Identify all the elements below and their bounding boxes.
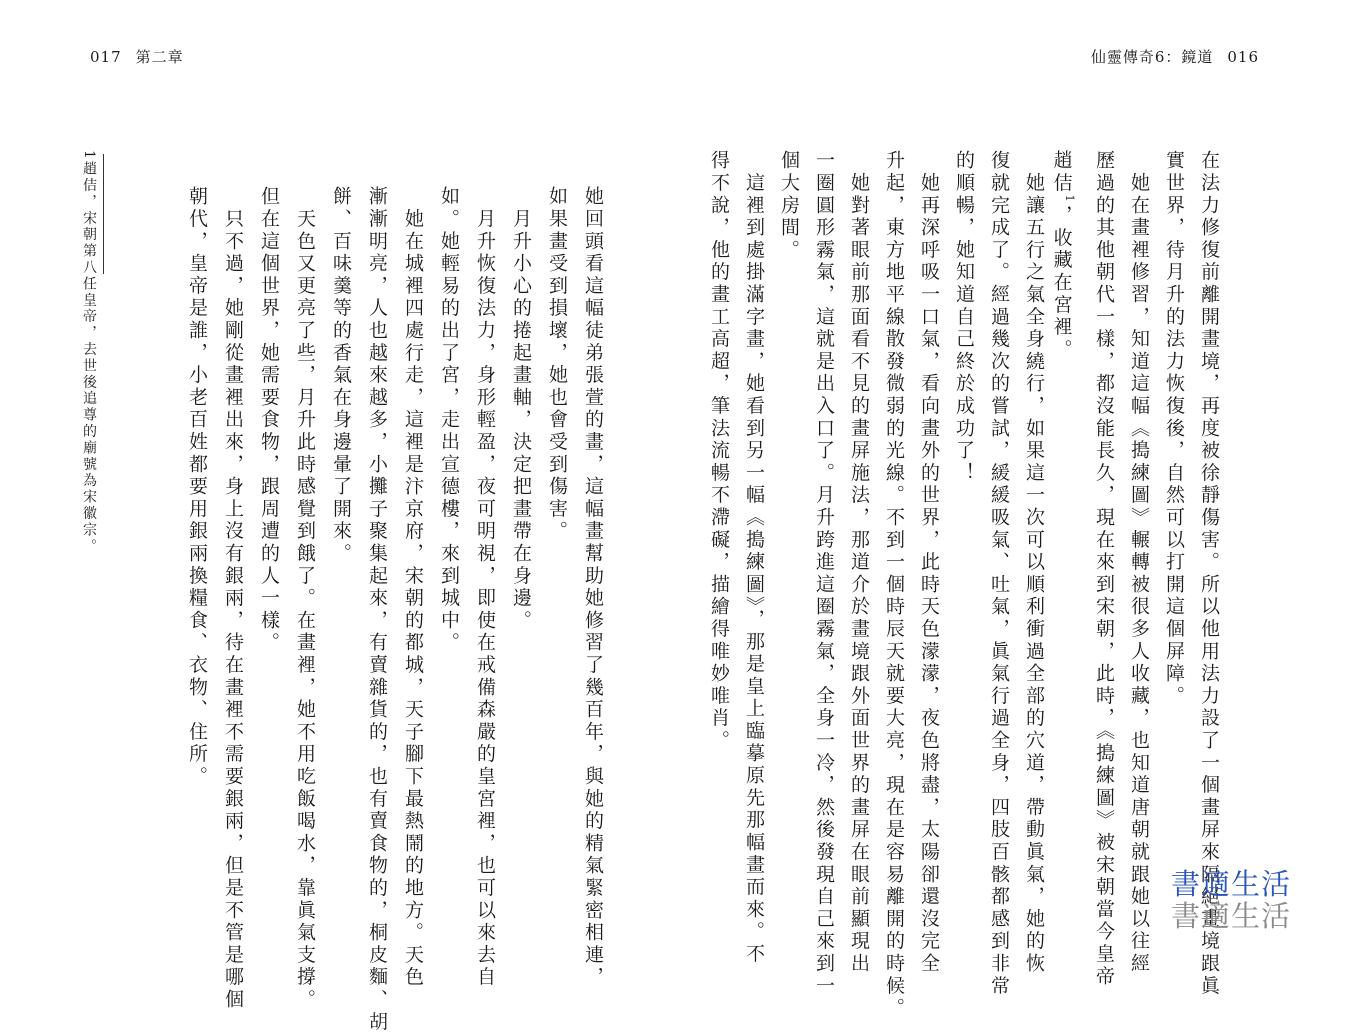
header-left <box>76 46 184 67</box>
publisher-logo <box>1171 868 1291 932</box>
text-column-with-footnote <box>1050 150 1084 362</box>
footnote-anchor-text: 趙佶 <box>1050 150 1073 195</box>
text-column: 她對著眼前那面看不見的畫屏施法，那道介於畫境跟外面世界的畫屏在眼前顯現出 <box>848 150 870 976</box>
text-column: 天色又更亮了些，月升此時感覺到餓了。在畫裡，她不用吃飯喝水，靠眞氣支撐。 <box>294 186 316 1012</box>
header-right <box>1091 46 1273 67</box>
text-column: 但在這個世界，她需要食物，跟周遭的人一樣。 <box>258 186 280 655</box>
page-number-right: 016 <box>1227 48 1259 66</box>
text-column: 朝代，皇帝是誰，小老百姓都要用銀兩換糧食、衣物、住所。 <box>186 186 208 789</box>
text-column: 如。她輕易的出了宮，走出宣德樓，來到城中。 <box>438 186 460 655</box>
text-column: 實世界，待月升的法力恢復後，自然可以打開這個屏障。 <box>1163 150 1185 708</box>
text-column: 復就完成了。經過幾次的嘗試，緩緩吸氣、吐氣，眞氣行過全身，四肢百骸都感到非常 <box>988 150 1010 998</box>
page-number-left: 017 <box>90 48 122 66</box>
text-column: 一圈圓形霧氣，這就是出入口了。月升跨進這圈霧氣，全身一冷，然後發現自己來到一 <box>813 150 835 998</box>
text-column: 的順暢，她知道自己終於成功了！ <box>953 150 975 485</box>
text-column: 如果畫受到損壞，她也會受到傷害。 <box>546 186 568 543</box>
text-column: 這裡到處掛滿字畫，她看到另一幅《搗練圖》，那是皇上臨摹原先那幅畫而來。不 <box>743 150 765 966</box>
text-column: 餅、百味羹等的香氣在身邊暈了開來。 <box>330 186 352 566</box>
footnote-text: 趙佶，宋朝第八任皇帝，去世後追尊的廟號為宋徽宗。 <box>81 161 97 555</box>
publisher-logo-line-2: 書適生活 <box>1170 899 1291 933</box>
text-column: 她讓五行之氣全身繞行，如果這一次可以順利衝過全部的穴道，帶動眞氣，她的恢 <box>1023 150 1045 976</box>
text-column: 漸漸明亮，人也越來越多，小攤子聚集起來，有賣雜貨的，也有賣食物的，桐皮麵、胡 <box>366 186 388 1033</box>
footnote-mark: 1 <box>1063 194 1076 205</box>
text-column: 月升恢復法力，身形輕盈，夜可明視，即使在戒備森嚴的皇宮裡，也可以來去自 <box>474 186 496 989</box>
text-column: 她在畫裡修習，知道這幅《搗練圖》輾轉被很多人收藏，也知道唐朝就跟她以往經 <box>1128 150 1150 976</box>
text-column: 她在城裡四處行走，這裡是汴京府，宋朝的都城，天子腳下最熱鬧的地方。天色 <box>402 186 424 989</box>
text-column: 在法力修復前離開畫境，再度被徐靜傷害。所以他用法力設了一個畫屏來隔絕畫境跟眞 <box>1198 150 1220 998</box>
chapter-title: 第二章 <box>135 48 184 66</box>
book-title: 仙靈傳奇6：鏡道 <box>1090 48 1214 66</box>
footnote-anchor-tail: ，收藏在宮裡。 <box>1050 204 1073 362</box>
text-column: 月升小心的捲起畫軸，決定把畫帶在身邊。 <box>510 186 532 632</box>
footnote-divider <box>103 154 104 274</box>
footnote <box>79 150 99 555</box>
text-column: 升起，東方地平線散發微弱的光線。不到一個時辰天就要大亮，現在是容易離開的時候。 <box>883 150 905 1020</box>
text-column: 個大房間。 <box>778 150 800 262</box>
text-column: 她再深呼吸一口氣，看向畫外的世界，此時天色濛濛，夜色將盡，太陽卻還沒完全 <box>918 150 940 976</box>
text-column: 歷過的其他朝代一樣，都沒能長久，現在來到宋朝，此時，《搗練圖》被宋朝當今皇帝 <box>1093 150 1115 988</box>
text-column: 只不過，她剛從畫裡出來，身上沒有銀兩，待在畫裡不需要銀兩，但是不管是哪個 <box>222 186 244 1012</box>
footnote-number: 1 <box>81 150 97 162</box>
text-column: 得不說，他的畫工高超，筆法流暢不滯礙，描繪得唯妙唯肖。 <box>708 150 730 753</box>
publisher-logo-line-1: 書適生活 <box>1170 867 1291 901</box>
text-column: 她回頭看這幅徒弟張萱的畫，這幅畫幫助她修習了幾百年，與她的精氣緊密相連， <box>582 186 604 989</box>
